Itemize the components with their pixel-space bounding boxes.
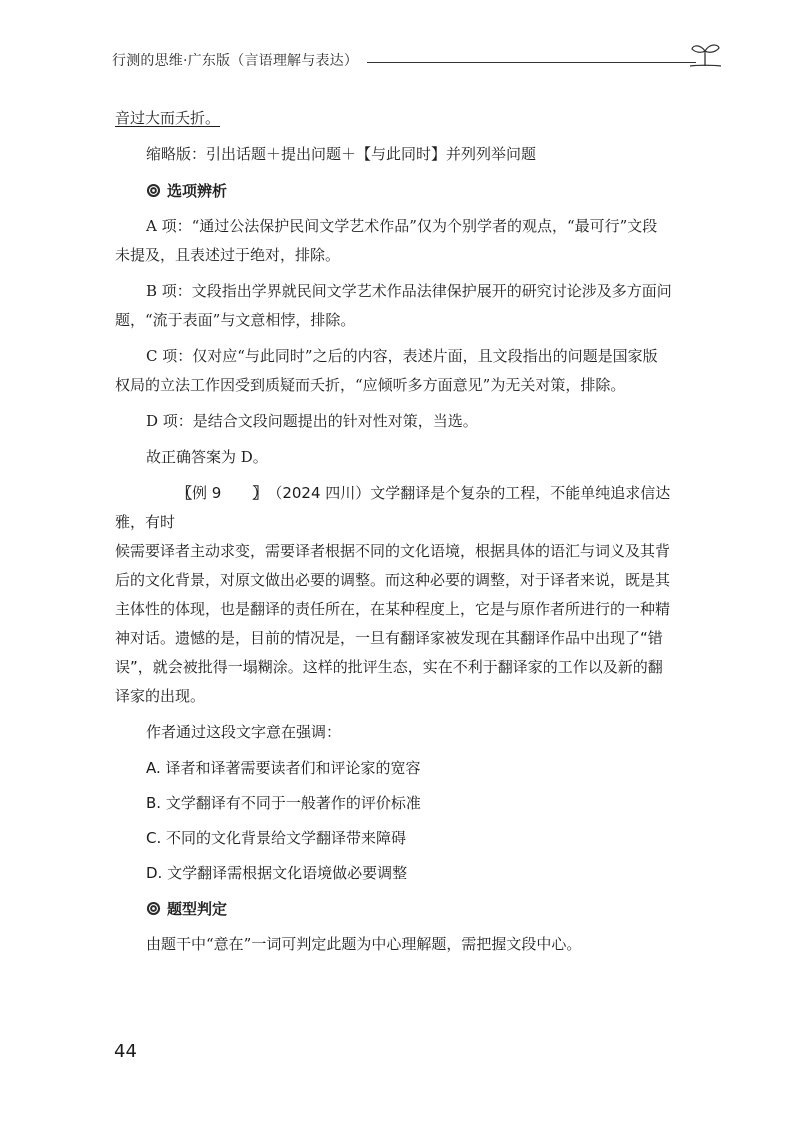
example-text: 文学翻译是个复杂的工程，不能单纯追求信达雅，有时 <box>115 484 671 531</box>
continued-text: 音过大而夭折。 <box>115 109 221 127</box>
example-source: （2024 四川） <box>267 484 371 502</box>
choice-a: A. 译者和译著需要读者们和评论家的宽容 <box>146 759 421 777</box>
section-title: 选项辨析 <box>167 182 228 200</box>
example-label: 例 9 <box>192 484 222 502</box>
sprout-icon <box>688 36 722 70</box>
example-line: 候需要译者主动求变，需要译者根据不同的文化语境，根据具体的语汇与词义及其背 <box>115 542 671 560</box>
section-badge-icon <box>146 901 161 916</box>
summary-line: 缩略版：引出话题＋提出问题＋【与此同时】并列列举问题 <box>146 145 537 163</box>
example-line: 译家的出现。 <box>115 687 206 705</box>
example-close-bracket: 〗 <box>252 484 268 502</box>
header-title: 行测的思维·广东版（言语理解与表达） <box>112 53 359 69</box>
analysis-line: 权局的立法工作因受到质疑而夭折，“应倾听多方面意见”为无关对策，排除。 <box>115 376 626 394</box>
example-first-line <box>115 479 695 537</box>
analysis-line: 题，“流于表面”与文意相悖，排除。 <box>115 311 356 329</box>
choice-b: B. 文学翻译有不同于一般著作的评价标准 <box>146 794 421 812</box>
answer-line: 故正确答案为 D。 <box>146 448 268 466</box>
page-body <box>115 104 695 959</box>
section-badge-icon <box>146 183 161 198</box>
section-question-type <box>115 894 695 923</box>
analysis-line: C 项：仅对应“与此同时”之后的内容，表述片面，且文段指出的问题是国家版 <box>146 347 658 365</box>
running-header <box>112 44 722 74</box>
example-line: 主体性的体现，也是翻译的责任所在，在某种程度上，它是与原作者所进行的一种精 <box>115 600 671 618</box>
example-line: 误”，就会被批得一塌糊涂。这样的批评生态，实在不利于翻译家的工作以及新的翻 <box>115 658 663 676</box>
option-c-analysis <box>115 342 695 400</box>
section-title: 题型判定 <box>167 900 228 918</box>
analysis-line: 未提及，且表述过于绝对，排除。 <box>115 246 341 264</box>
choice-c: C. 不同的文化背景给文学翻译带来障碍 <box>146 829 407 847</box>
option-d-analysis: D 项：是结合文段问题提出的针对性对策，当选。 <box>146 412 478 430</box>
header-rule <box>367 62 696 63</box>
section-option-analysis <box>115 176 695 205</box>
example-line: 后的文化背景，对原文做出必要的调整。而这种必要的调整，对于译者来说，既是其 <box>115 571 671 589</box>
question-type-text: 由题干中“意在”一词可判定此题为中心理解题，需把握文段中心。 <box>146 935 582 953</box>
analysis-line: A 项：“通过公法保护民间文学艺术作品”仅为个别学者的观点，“最可行”文段 <box>146 217 658 235</box>
analysis-line: B 项：文段指出学界就民间文学艺术作品法律保护展开的研究讨论涉及多方面问 <box>146 282 672 300</box>
choice-d: D. 文学翻译需根据文化语境做必要调整 <box>146 864 408 882</box>
page-number: 44 <box>114 1041 137 1062</box>
option-b-analysis <box>115 277 695 335</box>
example-passage <box>115 479 695 711</box>
question-stem: 作者通过这段文字意在强调： <box>146 723 342 741</box>
example-open-bracket: 〖 <box>177 484 193 502</box>
example-line: 神对话。遗憾的是，目前的情况是，一旦有翻译家被发现在其翻译作品中出现了“错 <box>115 629 663 647</box>
option-a-analysis <box>115 212 695 270</box>
continued-line <box>115 104 695 133</box>
